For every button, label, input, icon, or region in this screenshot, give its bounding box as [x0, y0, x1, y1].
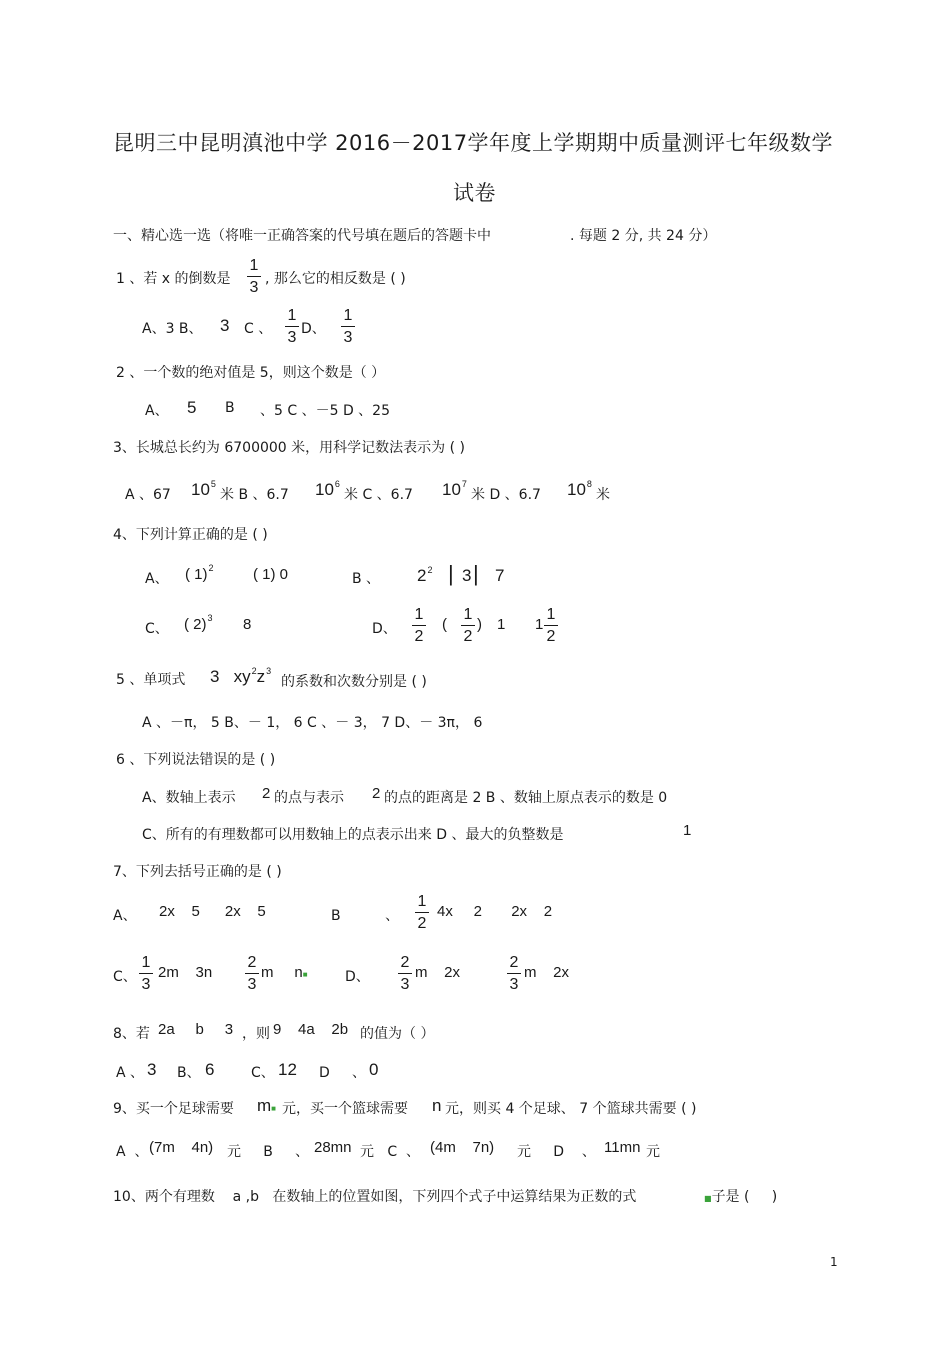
- q9-stem-middle: 元，买一个篮球需要: [282, 1101, 408, 1117]
- q4-option-c-label: C、: [145, 621, 169, 637]
- q5-stem-tail: 的系数和次数分别是 ( ): [281, 674, 427, 690]
- page-title: 昆明三中昆明滇池中学 2016－2017学年度上学期期中质量测评七年级数学: [113, 131, 834, 155]
- q6-option-a-b-text: 的点的距离是 2 B 、数轴上原点表示的数是 0: [384, 790, 668, 806]
- q9-stem: 9、买一个足球需要: [113, 1101, 234, 1117]
- q8-condition: 2a b 3: [158, 1021, 234, 1038]
- q3-option-d-power: $10^8$: [567, 479, 592, 499]
- q8-expression: 9 4a 2b: [273, 1021, 349, 1038]
- q8-option-d-value: 0: [369, 1060, 379, 1079]
- q6-option-a-text: A、数轴上表示: [142, 790, 236, 806]
- q4-option-a-expr2: ( 1) 0: [253, 566, 289, 583]
- q3-option-b-label: 米 B 、6.7: [220, 487, 289, 503]
- q1-option-c-label: C 、: [244, 321, 273, 337]
- q9-option-b-expr: 28mn: [314, 1139, 352, 1156]
- q7-option-c-fraction: 1 3: [139, 955, 153, 993]
- q1-stem: 1 、若 x 的倒数是: [116, 271, 231, 287]
- q5-stem: 5 、单项式: [116, 672, 186, 688]
- q7-option-b-fraction: 1 2: [415, 894, 429, 932]
- q8-stem: 8、若: [113, 1026, 150, 1042]
- q7-stem: 7、下列去括号正确的是 ( ): [113, 864, 282, 880]
- q7-option-d-fraction-2: 2 3: [507, 955, 521, 993]
- q1-option-c-fraction: 1 3: [285, 308, 299, 346]
- q8-stem-tail: 的值为（ ）: [360, 1026, 435, 1042]
- q7-option-b-label: B 、: [331, 908, 400, 924]
- q4-abs-bar-right: |: [473, 561, 479, 586]
- q4-abs-value: 3: [462, 566, 472, 585]
- q4-option-c-expr: ( 2)$^3$: [184, 613, 213, 633]
- q3-option-a: A 、67: [125, 487, 171, 503]
- page-number: 1: [830, 1255, 838, 1269]
- q9-var-m: m■: [257, 1096, 277, 1115]
- q9-option-a-label: A 、: [116, 1144, 149, 1160]
- q7-option-c-fraction-2: 2 3: [245, 955, 259, 993]
- q4-option-d-result-1: 1: [497, 616, 506, 633]
- q7-option-a-expr: 2x 5 2x 5: [159, 903, 266, 920]
- q9-option-a-expr: (7m 4n): [149, 1139, 214, 1156]
- q2-options-rest: 、5 C 、－5 D 、25: [260, 403, 390, 419]
- q4-option-b-result: 7: [495, 566, 505, 585]
- q1-option-d-fraction: 1 3: [341, 308, 355, 346]
- q6-stem: 6 、下列说法错误的是 ( ): [116, 752, 276, 768]
- q4-option-a-expr: ( 1)$^2$: [185, 563, 214, 583]
- q4-option-d-fraction-1: 1 2: [412, 607, 426, 645]
- q8-option-b-label: B、: [177, 1065, 201, 1081]
- q4-stem: 4、下列计算正确的是 ( ): [113, 527, 268, 543]
- q3-option-d-label: 米 D 、6.7: [471, 487, 541, 503]
- q2-stem: 2 、一个数的绝对值是 5，则这个数是（ ）: [116, 365, 386, 381]
- q8-option-a-value: 3: [147, 1060, 157, 1079]
- q3-option-d-unit: 米: [596, 487, 610, 503]
- q4-option-c-result: 8: [243, 616, 252, 633]
- q8-option-c-label: C、: [251, 1065, 275, 1081]
- q3-option-b-power: $10^6$: [315, 479, 340, 499]
- q9-option-b-label: 元 B 、: [227, 1144, 310, 1160]
- q4-option-b-power: $2^2$: [417, 565, 433, 585]
- q3-option-a-power: $10^5$: [191, 479, 216, 499]
- q7-option-d-label: D、: [345, 969, 370, 985]
- q6-option-a-value-1: 2: [262, 785, 271, 802]
- q7-option-d-expr-2: m 2x: [524, 964, 570, 981]
- q5-monomial: 3 $xy^2z^3$: [210, 666, 272, 686]
- q3-option-c-power: $10^7$: [442, 479, 467, 499]
- q8-option-a-label: A 、: [116, 1065, 145, 1081]
- q4-option-d-paren-right: ): [477, 616, 482, 633]
- q9-option-d-expr: 11mn: [604, 1139, 641, 1156]
- section-heading: 一、精心选一选（将唯一正确答案的代号填在题后的答题卡中: [113, 228, 491, 244]
- q6-option-d-value: 1: [683, 822, 692, 839]
- q8-option-b-value: 6: [205, 1060, 215, 1079]
- q10-stem: 10、两个有理数 a ,b 在数轴上的位置如图，下列四个式子中运算结果为正数的式: [113, 1189, 637, 1205]
- q4-option-d-fraction-2: 1 2: [461, 607, 475, 645]
- q8-option-d-label: D 、: [319, 1065, 367, 1081]
- q10-stem-tail: ■子是 ( ): [704, 1189, 778, 1205]
- q8-stem-middle: ，则: [242, 1026, 270, 1042]
- q5-options: A 、－π， 5 B、－ 1， 6 C 、－ 3， 7 D、－ 3π， 6: [142, 715, 483, 731]
- q1-fraction: 1 3: [247, 258, 261, 296]
- q3-option-c-label: 米 C 、6.7: [344, 487, 413, 503]
- q7-option-b-expr: 4x 2 2x 2: [437, 903, 553, 920]
- q4-option-d-fraction-3: 1 2: [544, 607, 558, 645]
- q7-option-d-expr: m 2x: [415, 964, 461, 981]
- q9-option-c-label: 元 C 、: [360, 1144, 421, 1160]
- q2-option-b-label: B: [225, 400, 235, 416]
- q9-stem-tail: 元，则买 4 个足球、 7 个篮球共需要 ( ): [445, 1101, 697, 1117]
- q8-option-c-value: 12: [278, 1060, 297, 1079]
- q7-option-c-expr: 2m 3n: [158, 964, 213, 981]
- q9-var-n: n: [432, 1096, 442, 1115]
- q1-stem-tail: , 那么它的相反数是 ( ): [265, 271, 406, 287]
- q9-option-c-expr: (4m 7n): [430, 1139, 495, 1156]
- q9-option-d-unit: 元: [646, 1144, 660, 1160]
- q1-option-b-value: 3: [220, 316, 230, 335]
- q4-option-d-label: D、: [372, 621, 397, 637]
- q7-option-c-expr-2: m n■: [261, 964, 308, 981]
- q2-option-a-label: A、: [145, 403, 169, 419]
- q3-stem: 3、长城总长约为 6700000 米，用科学记数法表示为 ( ): [113, 440, 465, 456]
- q4-option-a-label: A、: [145, 571, 169, 587]
- q7-option-c-label: C、: [113, 969, 137, 985]
- q6-option-a-value-2: 2: [372, 785, 381, 802]
- q1-option-d-label: D、: [301, 321, 326, 337]
- q7-option-d-fraction: 2 3: [398, 955, 412, 993]
- q2-option-a-value: 5: [187, 398, 197, 417]
- page-title-continued: 试卷: [453, 181, 496, 205]
- q1-option-a-b: A、3 B、: [142, 321, 203, 337]
- q7-option-a-label: A、: [113, 908, 137, 924]
- q9-option-d-label: 元 D 、: [517, 1144, 596, 1160]
- q6-option-c-d-text: C、所有的有理数都可以用数轴上的点表示出来 D 、最大的负整数是: [142, 827, 564, 843]
- q6-option-a-middle: 的点与表示: [274, 790, 344, 806]
- section-heading-tail: . 每题 2 分, 共 24 分）: [570, 228, 717, 244]
- q4-option-d-paren-left: (: [442, 616, 447, 633]
- q4-option-d-result-whole: 1: [535, 616, 544, 633]
- q4-abs-bar-left: |: [448, 561, 454, 586]
- q4-option-b-label: B 、: [352, 571, 381, 587]
